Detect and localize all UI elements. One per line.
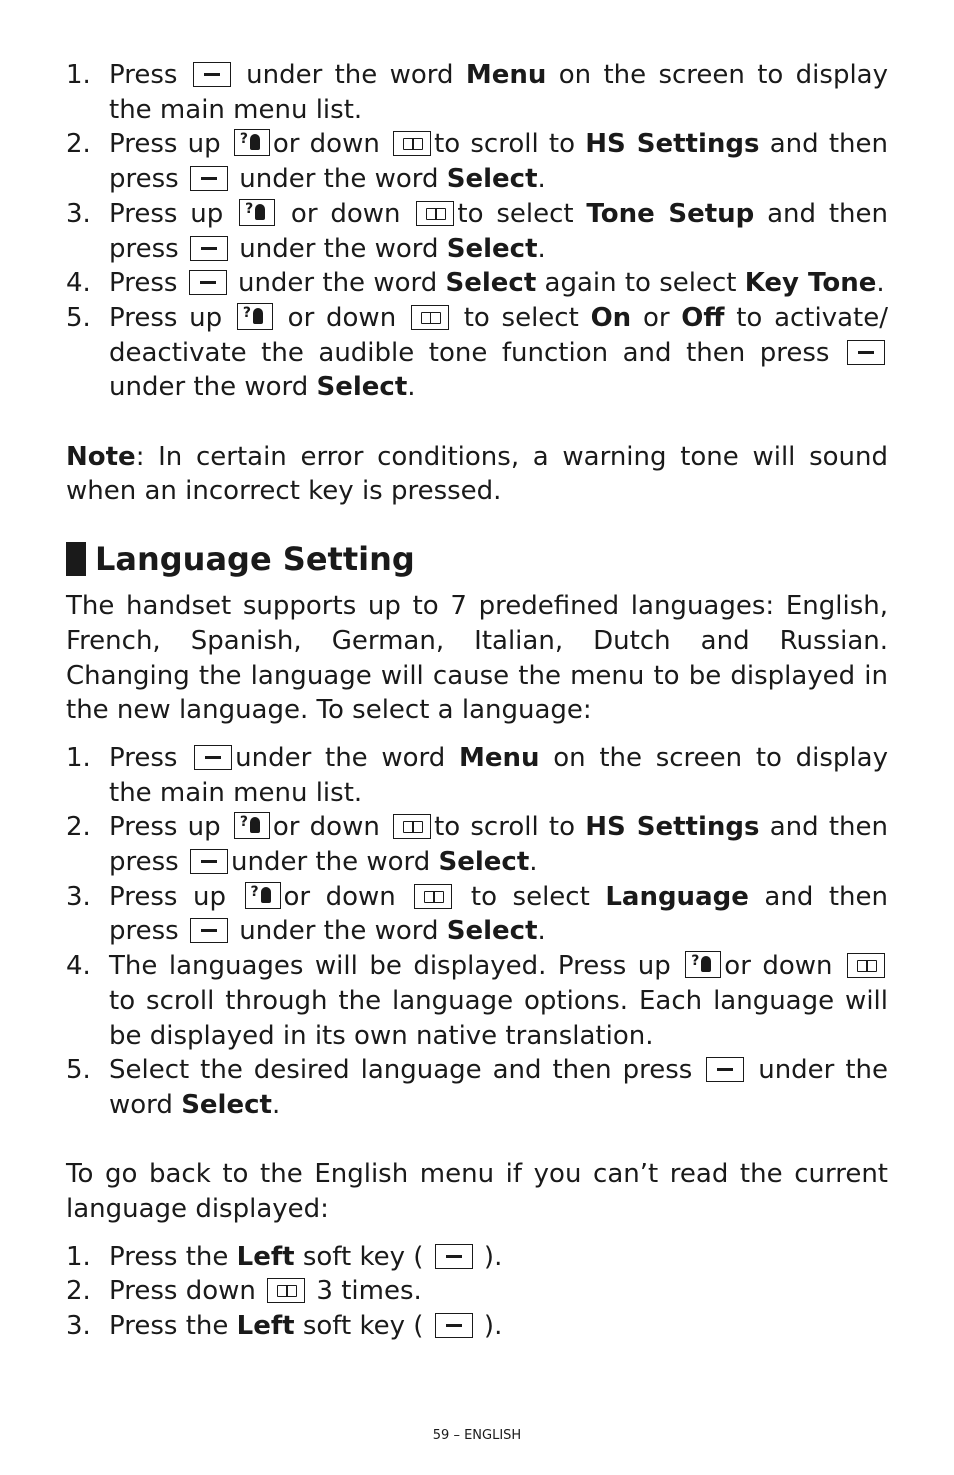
section-title: Language Setting — [95, 540, 415, 579]
step-text: to scroll to — [434, 812, 586, 843]
step-text: Press the — [109, 1311, 237, 1342]
step-number: 5. — [66, 302, 91, 333]
bold-term: Left — [236, 1311, 295, 1342]
step-text: and then press — [109, 881, 889, 947]
step-number: 4. — [66, 951, 91, 982]
step-text: ). — [475, 1241, 503, 1272]
down-key-icon — [847, 953, 885, 978]
language-steps — [66, 741, 888, 1123]
bold-term: Select — [446, 916, 538, 947]
step-text: . — [537, 916, 546, 947]
step-text: Press up — [109, 881, 242, 912]
list-item — [66, 197, 888, 266]
step-text: under the word — [230, 916, 447, 947]
step-text: under the word — [230, 233, 447, 264]
up-key-icon — [237, 303, 273, 330]
step-number: 5. — [66, 1055, 91, 1086]
list-item — [66, 266, 888, 301]
section-heading — [66, 539, 888, 579]
list-item — [66, 127, 888, 196]
up-key-icon — [245, 882, 281, 909]
step-text: or — [631, 302, 682, 333]
step-text: to activate/ deactivate the audible tone function and then press — [109, 302, 888, 368]
bold-term: Select — [316, 372, 408, 403]
step-text: under the word — [235, 742, 459, 773]
step-text: on the screen to display the main menu list. — [109, 742, 888, 808]
soft-key-icon — [435, 1313, 473, 1338]
step-text: Press the — [109, 1241, 237, 1272]
down-key-icon — [393, 814, 431, 839]
step-text: Select the desired language and then press — [109, 1055, 704, 1086]
tone-setup-steps — [66, 58, 888, 405]
back-to-english-steps — [66, 1240, 888, 1344]
soft-key-icon — [193, 62, 231, 87]
section-bar-icon — [66, 542, 86, 576]
bold-term: Tone Setup — [586, 198, 755, 229]
list-item — [66, 1240, 888, 1275]
step-text: soft key ( — [294, 1241, 432, 1272]
step-text: Press — [109, 60, 190, 90]
bold-term: Select — [438, 847, 530, 878]
soft-key-icon — [190, 166, 228, 191]
step-number: 2. — [66, 129, 91, 160]
down-key-icon — [411, 305, 449, 330]
step-text: under the word — [109, 1055, 888, 1120]
language-intro: The handset supports up to 7 predefined languages: English, French, Spanish, German, Italian, Dutch and Russian. Changing the language will cause the menu to be displayed in the new language. To select a language: — [66, 591, 888, 726]
bold-term: Menu — [465, 60, 547, 90]
list-item — [66, 1309, 888, 1344]
step-text: and then press — [109, 198, 888, 264]
bold-term: Select — [446, 164, 538, 195]
list-item — [66, 1053, 888, 1122]
step-text: Press up — [109, 129, 231, 160]
step-number: 3. — [66, 1311, 91, 1342]
page-footer: 59 – ENGLISH — [432, 1428, 522, 1443]
step-text: soft key ( — [294, 1311, 432, 1342]
down-key-icon — [416, 201, 454, 226]
step-text: ). — [475, 1311, 503, 1342]
soft-key-icon — [190, 236, 228, 261]
step-number: 1. — [66, 1241, 91, 1272]
step-text: The languages will be displayed. Press up — [109, 951, 683, 982]
bold-term: HS Settings — [585, 812, 760, 843]
step-text: Press — [109, 268, 186, 299]
list-item — [66, 301, 888, 405]
list-item — [66, 880, 888, 949]
up-key-icon — [239, 199, 275, 226]
soft-key-icon — [847, 340, 885, 365]
step-number: 2. — [66, 1276, 91, 1307]
step-text: or down — [283, 881, 412, 912]
step-text: . — [407, 372, 416, 403]
step-text: Press up — [109, 812, 231, 843]
down-key-icon — [393, 131, 431, 156]
bold-term: Language — [605, 881, 749, 912]
step-text: to scroll to — [434, 129, 586, 160]
step-number: 1. — [66, 60, 91, 90]
step-text: to scroll through the language options. Each language will be displayed in its own native translation. — [109, 985, 888, 1051]
up-key-icon — [234, 129, 270, 156]
step-text: on the screen to display the main menu list. — [109, 60, 888, 125]
soft-key-icon — [706, 1057, 744, 1082]
step-text: Press — [109, 742, 192, 773]
down-key-icon — [414, 884, 452, 909]
note-label: Note — [66, 441, 136, 472]
step-text: Press up — [109, 302, 234, 333]
bold-term: Menu — [459, 742, 540, 773]
step-text: or down — [724, 951, 844, 982]
step-text: under the word — [230, 164, 447, 195]
bold-term: On — [590, 302, 632, 333]
step-text: under the word — [109, 372, 317, 403]
step-text: to select — [455, 881, 606, 912]
step-text: under the word — [230, 847, 439, 878]
note-text: : In certain error conditions, a warning tone will sound when an incorrect key is pressed. — [66, 441, 888, 507]
bold-term: Off — [681, 302, 725, 333]
step-text: under the word — [229, 268, 446, 299]
bold-term: Select — [181, 1089, 272, 1120]
step-number: 1. — [66, 742, 91, 773]
step-text: Press down — [109, 1276, 265, 1307]
up-key-icon — [685, 951, 721, 978]
bold-term: Left — [236, 1241, 295, 1272]
bold-term: Select — [445, 268, 537, 299]
step-number: 4. — [66, 268, 91, 299]
list-item — [66, 58, 888, 127]
step-number: 2. — [66, 812, 91, 843]
step-text: to select — [451, 302, 591, 333]
step-text: . — [537, 233, 546, 264]
step-text: or down — [272, 129, 391, 160]
step-text: . — [271, 1089, 281, 1120]
step-text: and then press — [109, 129, 889, 195]
soft-key-icon — [194, 745, 232, 770]
bold-term: Select — [446, 233, 538, 264]
bold-term: HS Settings — [585, 129, 760, 160]
note-paragraph — [66, 440, 888, 509]
step-text: to select — [457, 198, 587, 229]
down-key-icon — [267, 1278, 305, 1303]
step-text: or down — [275, 302, 408, 333]
up-key-icon — [234, 812, 270, 839]
step-text: . — [529, 847, 538, 878]
soft-key-icon — [189, 270, 227, 295]
step-text: again to select — [536, 268, 745, 299]
bold-term: Key Tone — [744, 268, 877, 299]
step-text: under the word — [233, 60, 466, 90]
step-number: 3. — [66, 881, 91, 912]
list-item — [66, 810, 888, 879]
soft-key-icon — [435, 1244, 473, 1269]
soft-key-icon — [190, 918, 228, 943]
step-text: 3 times. — [308, 1276, 422, 1307]
soft-key-icon — [190, 849, 228, 874]
list-item — [66, 1274, 888, 1309]
step-text: and then press — [109, 812, 889, 878]
step-text: or down — [278, 198, 414, 229]
step-number: 3. — [66, 198, 91, 229]
list-item — [66, 741, 888, 810]
step-text: . — [537, 164, 546, 195]
manual-page — [66, 58, 888, 1344]
back-to-english-intro: To go back to the English menu if you can’t read the current language displayed: — [66, 1159, 888, 1225]
list-item — [66, 949, 888, 1053]
step-text: Press up — [109, 198, 237, 229]
step-text: or down — [272, 812, 391, 843]
step-text: . — [876, 268, 885, 299]
